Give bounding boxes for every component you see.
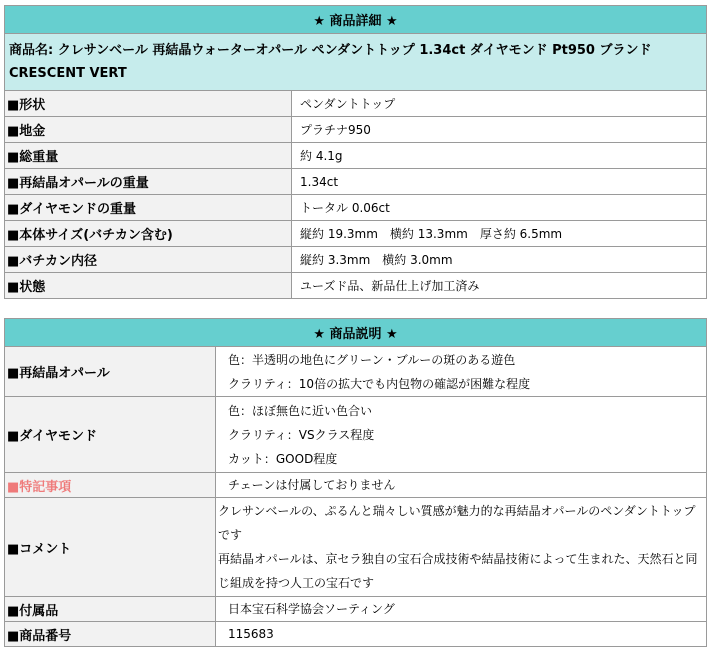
desc-value: [216, 397, 707, 473]
detail-row-diamond-weight: [5, 195, 707, 221]
detail-label: ■バチカン内径: [5, 247, 292, 273]
desc-label: ■商品番号: [5, 622, 216, 647]
desc-line: 色：ほぼ無色に近い色合い: [228, 403, 373, 418]
detail-row-condition: [5, 273, 707, 299]
desc-label: ■再結晶オパール: [5, 347, 216, 397]
detail-row-size: [5, 221, 707, 247]
desc-row-product-number: [5, 622, 707, 647]
desc-row-diamond: [5, 397, 707, 473]
desc-line: 再結晶オパールは、京セラ独自の宝石合成技術や結晶技術によって生まれた、天然石と同じ組成を持つ人工の宝石です: [218, 552, 698, 590]
desc-label: ■特記事項: [5, 473, 216, 498]
detail-value: ユーズド品、新品仕上げ加工済み: [292, 273, 707, 299]
desc-label: ■ダイヤモンド: [5, 397, 216, 473]
detail-value: 縦約 19.3mm 横約 13.3mm 厚さ約 6.5mm: [292, 221, 707, 247]
desc-line: クレサンベールの、ぷるんと瑞々しい質感が魅力的な再結晶オパールのペンダントトップです: [218, 504, 696, 542]
detail-value: 1.34ct: [292, 169, 707, 195]
desc-row-comment: [5, 498, 707, 597]
detail-label: ■総重量: [5, 143, 292, 169]
desc-line: チェーンは付属しておりません: [228, 478, 396, 492]
desc-value: [216, 597, 707, 622]
desc-line: 色：半透明の地色にグリーン・ブルーの斑のある遊色: [228, 352, 516, 367]
desc-row-accessories: [5, 597, 707, 622]
detail-row-metal: [5, 117, 707, 143]
detail-value: ペンダントトップ: [292, 91, 707, 117]
detail-label: ■地金: [5, 117, 292, 143]
desc-row-notes: [5, 473, 707, 498]
details-header: ★ 商品詳細 ★: [5, 6, 707, 34]
detail-value: 縦約 3.3mm 横約 3.0mm: [292, 247, 707, 273]
detail-label: ■状態: [5, 273, 292, 299]
desc-value: [216, 498, 707, 597]
detail-value: トータル 0.06ct: [292, 195, 707, 221]
detail-row-shape: [5, 91, 707, 117]
product-description-table: [4, 318, 707, 647]
desc-label: ■コメント: [5, 498, 216, 597]
product-name: 商品名: クレサンベール 再結晶ウォーターオパール ペンダントトップ 1.34ct ダイヤモンド Pt950 ブランド CRESCENT VERT: [5, 34, 707, 91]
description-header: ★ 商品説明 ★: [5, 319, 707, 347]
detail-label: ■形状: [5, 91, 292, 117]
detail-label: ■ダイヤモンドの重量: [5, 195, 292, 221]
detail-row-opal-weight: [5, 169, 707, 195]
desc-line: クラリティ：10倍の拡大でも内包物の確認が困難な程度: [228, 376, 531, 391]
desc-line: 日本宝石科学協会ソーティング: [228, 602, 395, 616]
desc-value: [216, 347, 707, 397]
detail-value: 約 4.1g: [292, 143, 707, 169]
detail-row-bail-size: [5, 247, 707, 273]
detail-row-total-weight: [5, 143, 707, 169]
desc-line: カット：GOOD程度: [228, 451, 338, 466]
desc-label: ■付属品: [5, 597, 216, 622]
desc-line: 115683: [228, 627, 274, 641]
detail-label: ■本体サイズ(バチカン含む): [5, 221, 292, 247]
detail-label: ■再結晶オパールの重量: [5, 169, 292, 195]
desc-value: [216, 473, 707, 498]
product-details-table: [4, 5, 707, 299]
desc-line: クラリティ：VSクラス程度: [228, 427, 375, 442]
detail-value: プラチナ950: [292, 117, 707, 143]
desc-row-opal: [5, 347, 707, 397]
desc-value: [216, 622, 707, 647]
